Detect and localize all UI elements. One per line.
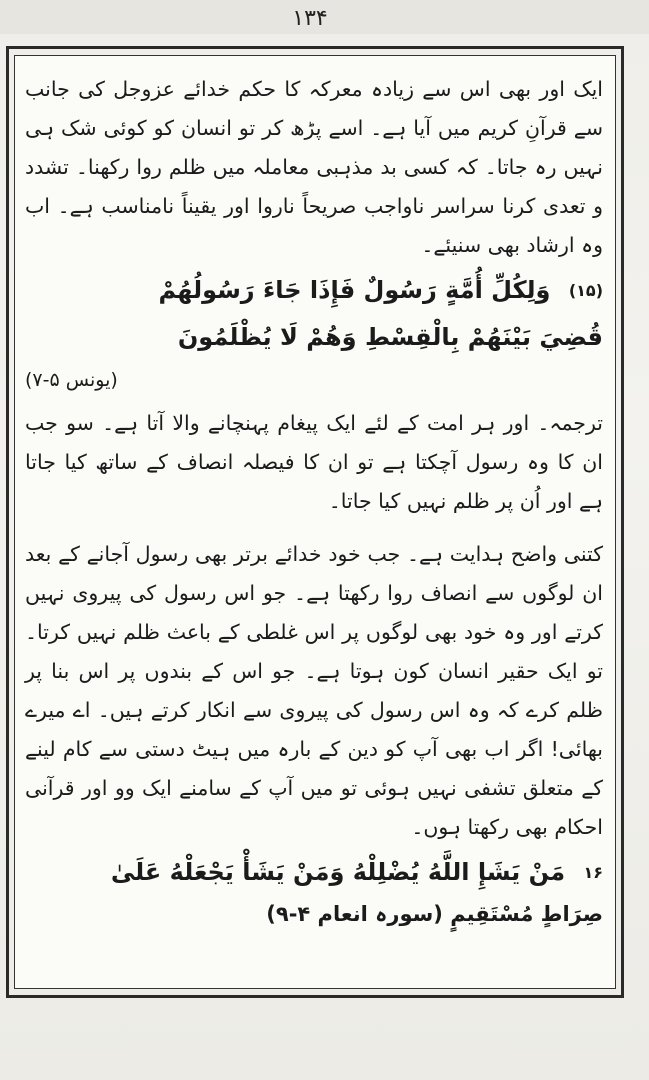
quran-verse-2-line-1 (25, 851, 603, 894)
page-body (25, 70, 603, 934)
quran-verse-2-line-2 (25, 894, 603, 934)
page-border-inner (14, 55, 616, 989)
verse-2-reference: (سورہ انعام ۴-۹) (266, 902, 443, 926)
verse-1-number: (۱۵) (568, 281, 603, 300)
paragraph-gap (25, 521, 603, 535)
paragraph-intro: ایک اور بھی اس سے زیادہ معرکہ کا حکم خدائے عزوجل کی جانب سے قرآنِ کریم میں آیا ہے۔ اسے پڑھ کر تو انسان کو کوئی شک ہی نہیں رہ جاتا۔ کہ کسی بد مذہبی معاملہ میں ظلم روا رکھنا۔ تشدد و تعدی کرنا سراسر ناواجب صریحاً ناروا اور یقیناً نامناسب ہے۔ اب وہ ارشاد بھی سنیئے۔ (25, 77, 603, 257)
paragraph-commentary: کتنی واضح ہدایت ہے۔ جب خود خدائے برتر بھی رسول آجانے کے بعد ان لوگوں سے انصاف روا رکھتا ہے۔ جو اس رسول کی پیروی نہیں کرتے اور وہ خود بھی لوگوں پر اس غلطی کے باعث ظلم نہیں کرتا۔ تو ایک حقیر انسان کون ہوتا ہے۔ جو اس کے بندوں پر اس بنا پر ظلم کرے کہ وہ اس رسول کی پیروی سے انکار کرتے ہیں۔ اے میرے بھائی! اگر اب بھی آپ کو دین کے بارہ میں ہیٹ دستی سے کام لینے کے متعلق تشفی نہیں ہوئی تو میں آپ کے سامنے ایک وو اور قرآنی احکام بھی رکھتا ہوں۔ (25, 542, 603, 839)
quran-verse-1-line-2: قُضِيَ بَيْنَهُمْ بِالْقِسْطِ وَهُمْ لَا يُظْلَمُونَ (177, 323, 603, 351)
verse-2-text-line-1: مَنْ يَشَإِ اللَّهُ يُضْلِلْهُ وَمَنْ يَشَأْ يَجْعَلْهُ عَلَىٰ (110, 858, 566, 886)
page-border-outer (6, 46, 624, 998)
quran-verse-1-line-1 (25, 269, 603, 312)
page-number: ۱۳۴ (292, 6, 328, 31)
verse-1-text-line-1: وَلِكُلِّ أُمَّةٍ رَسُولٌ فَإِذَا جَاءَ رَسُولُهُمْ (158, 276, 551, 304)
verse-2-text-line-2: صِرَاطٍ مُسْتَقِيمٍ (450, 902, 603, 926)
translation-paragraph: ترجمہ۔ اور ہر امت کے لئے ایک پیغام پہنچانے والا آتا ہے۔ سو جب ان کا وہ رسول آچکتا ہے تو ان کا فیصلہ انصاف کے ساتھ کیا جاتا ہے اور اُن پر ظلم نہیں کیا جاتا۔ (25, 411, 603, 513)
verse-2-number: ۱۶ (583, 863, 603, 882)
verse-1-reference: (یونس ۵-۷) (25, 369, 118, 391)
